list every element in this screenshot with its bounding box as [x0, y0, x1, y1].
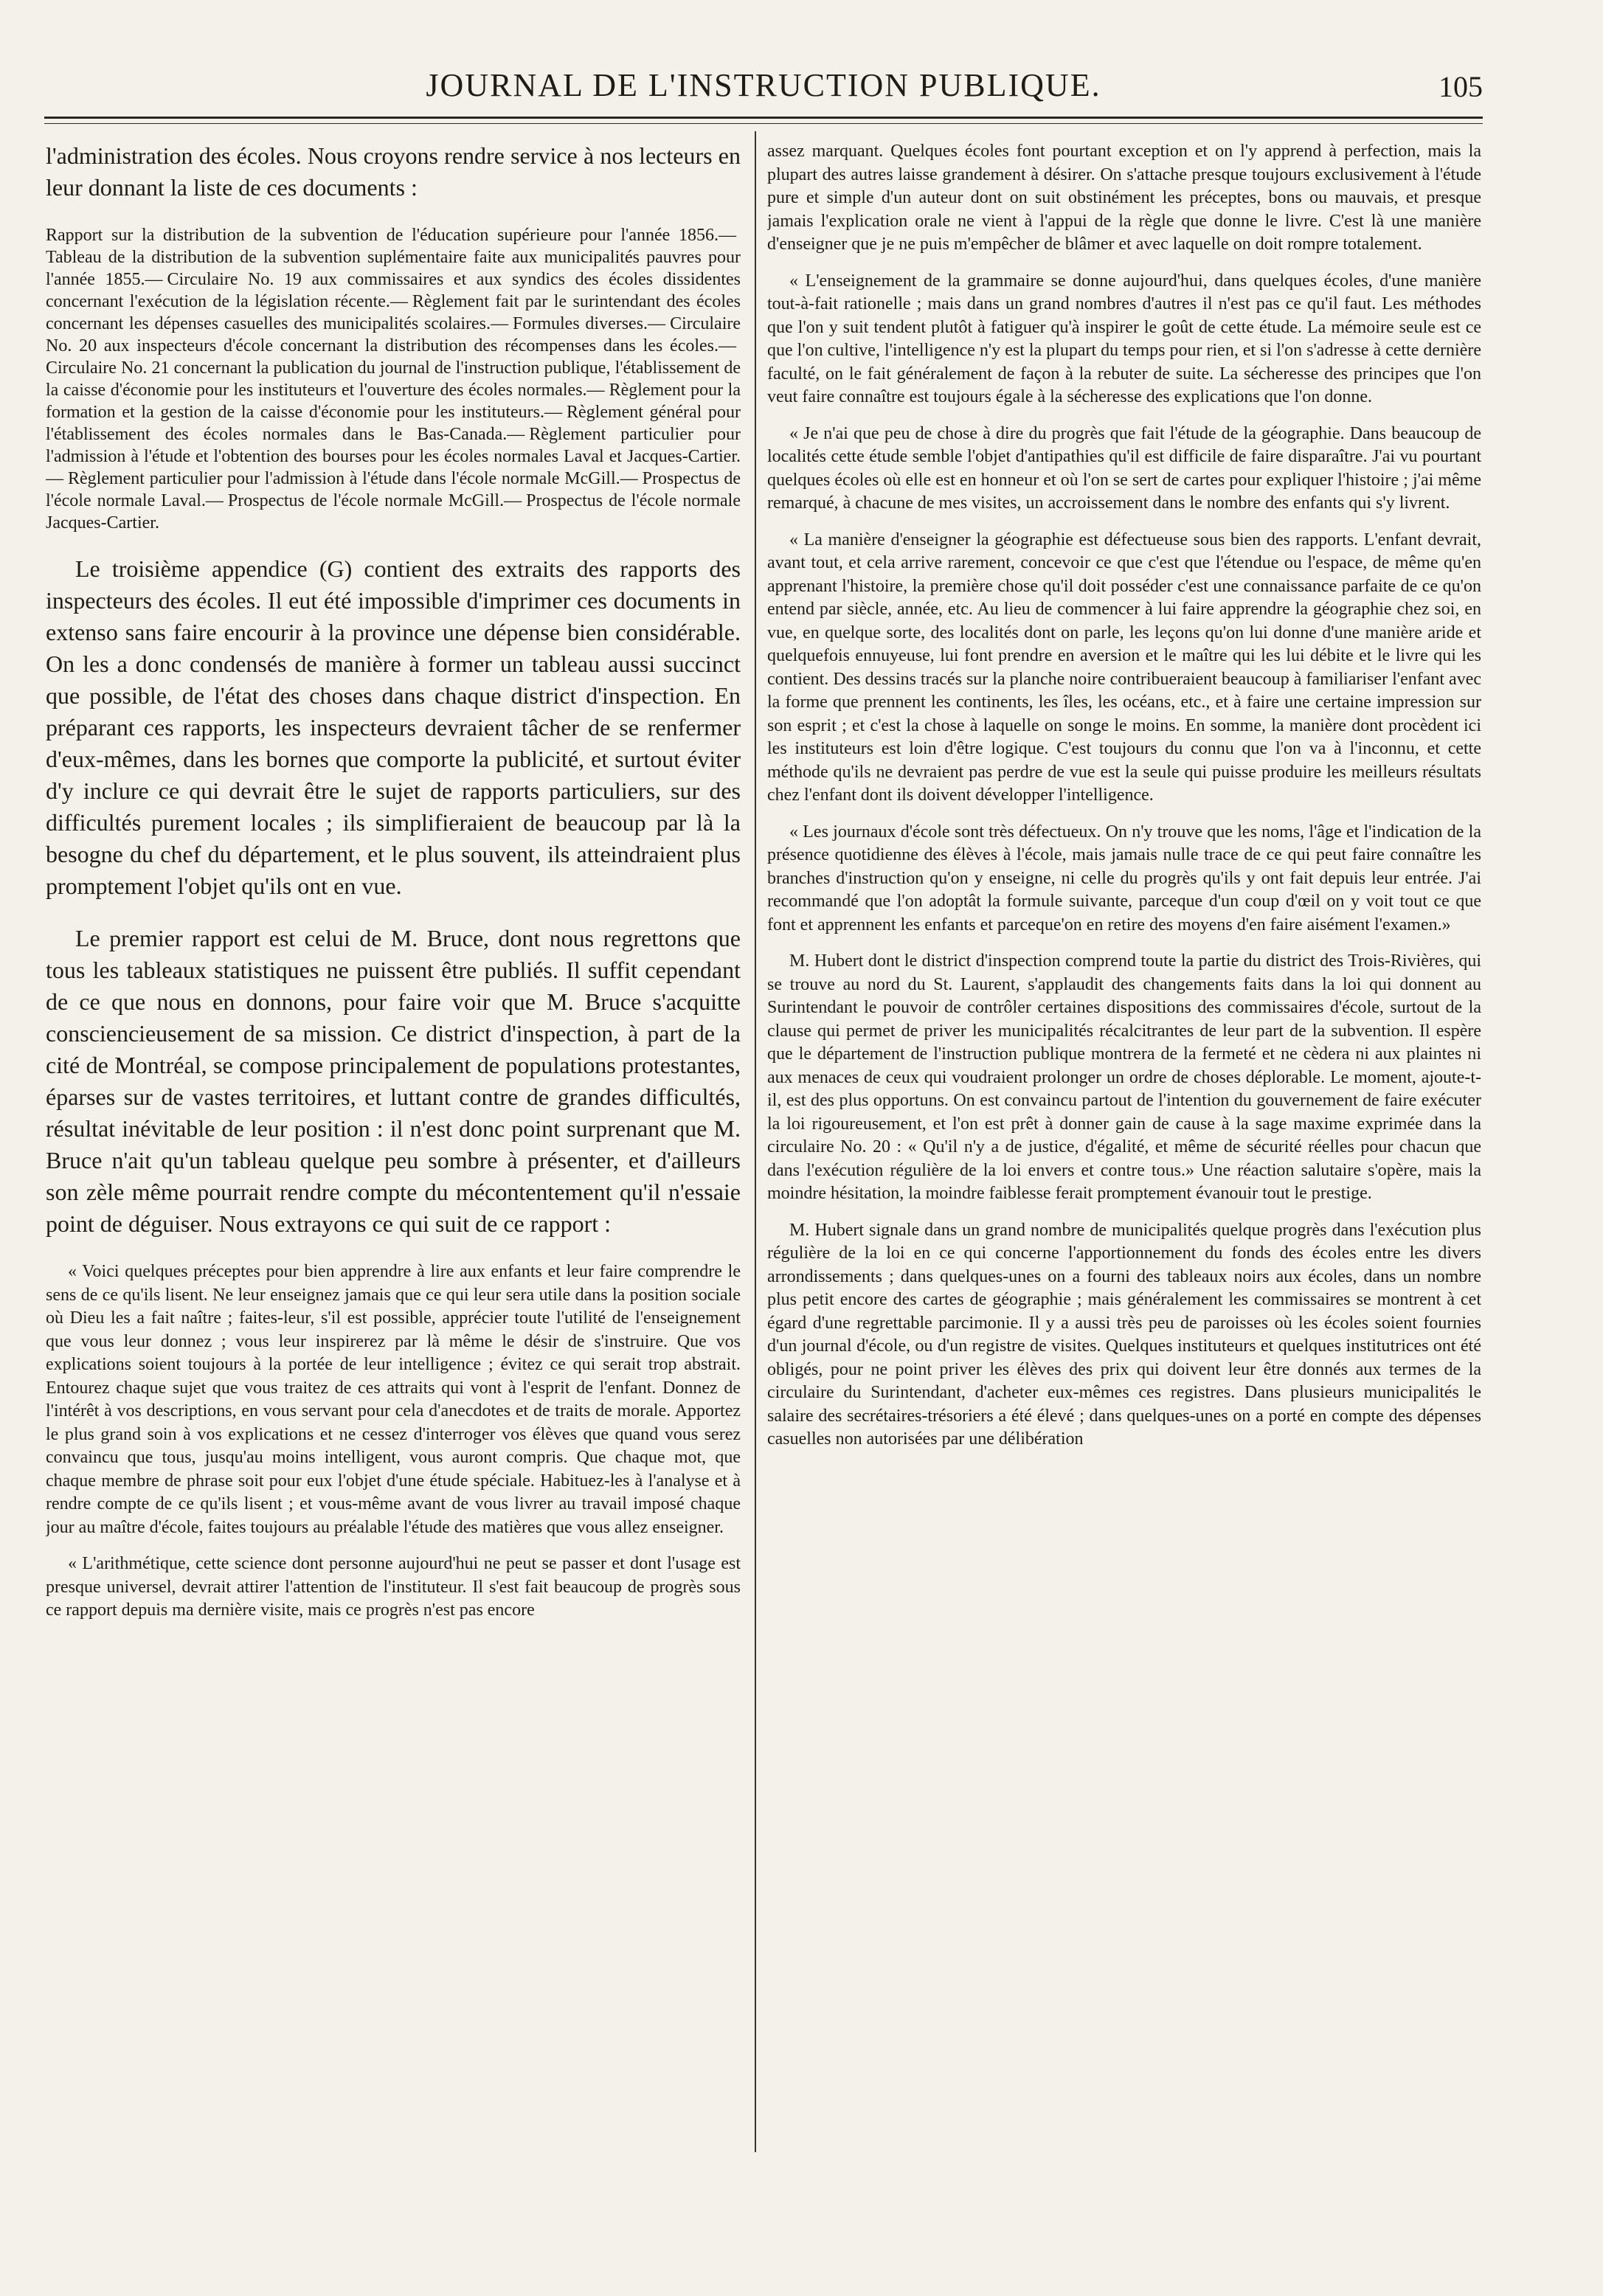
journal-title: JOURNAL DE L'INSTRUCTION PUBLIQUE.: [426, 67, 1101, 103]
list-item: Circulaire No. 21 concernant la publication du journal de l'instruction publique, l'établissement de la caisse d'économie pour les instituteurs et l'ouverture des écoles normales.—: [46, 358, 741, 400]
list-item: Règlement pour la formation et la gestion de la caisse d'économie pour les instituteurs.—: [46, 381, 741, 422]
list-item: Circulaire No. 19 aux commissaires et aux syndics des écoles dissidentes concernant l'exécution de la législation récente.—: [46, 270, 741, 311]
body-paragraph: M. Hubert signale dans un grand nombre de municipalités quelque progrès dans l'exécution plus régulière de la loi en ce qui concerne l'apportionnement du fonds des écoles entre les divers arrondissements ; dans quelques-unes on a fourni des tableaux noirs aux écoles, dans un nombre plus petit encore des cartes de géographie ; mais généralement les commissaires se montrent à cet égard d'une regrettable parcimonie. Il y a aussi très peu de paroisses où les écoles soient fournies d'un journal d'école, ou d'un registre de visites. Quelques instituteurs et quelques institutrices ont été obligés, pour ne point priver les élèves des prix qui doivent leur être donnés aux termes de la circulaire du Surintendant, d'acheter eux-mêmes ces registres. Dans plusieurs municipalités le salaire des secrétaires-trésoriers a été élevé ; dans quelques-unes on a porté en compte des dépenses casuelles non autorisées par une délibération: [767, 1220, 1481, 1449]
list-item: Rapport sur la distribution de la subvention de l'éducation supérieure pour l'année 1856.—: [46, 226, 736, 245]
list-item: Règlement particulier pour l'admission à l'étude et l'obtention des bourses pour les écoles normales Laval et Jacques-Cartier.—: [46, 425, 741, 488]
quote-paragraph: « L'arithmétique, cette science dont personne aujourd'hui ne peut se passer et dont l'usage est presque universel, devrait attirer l'attention de l'instituteur. Il s'est fait beaucoup de progrès sous ce rapport depuis ma dernière visite, mais ce progrès n'est pas encore: [46, 1554, 741, 1620]
list-item: Règlement particulier pour l'admission à l'étude dans l'école normale McGill.—: [68, 469, 638, 488]
list-item: Prospectus de l'école normale Laval.—: [46, 469, 741, 510]
page-header: [44, 52, 1483, 111]
body-paragraph: M. Hubert dont le district d'inspection comprend toute la partie du district des Trois-Rivières, qui se trouve au nord du St. Laurent, s'applaudit des changements faits dans la loi qui donnent au Surintendant le pouvoir de contrôler certaines dispositions des commissaires d'école, surtout de la clause qui permet de priver les municipalités récalcitrantes de leur part de la subvention. Il espère que le département de l'instruction publique montrera de la fermeté et ne cèdera ni aux plaintes ni aux menaces de ceux qui voudraient prolonger un ordre de choses déplorable. Le moment, ajoute-t-il, est des plus opportuns. On est convaincu partout de l'intention du gouvernement de faire exécuter la loi rigoureusement, et l'on est prêt à donner gain de cause à la sage maxime exprimée dans la circulaire No. 20 : « Qu'il n'y a de justice, d'égalité, et même de sécurité réelles pour chacun que dans l'exécution régulière de la loi envers et contre tous.» Une réaction salutaire s'opère, mais la moindre hésitation, la moindre faiblesse ferait promptement évanouir tout le prestige.: [767, 951, 1481, 1203]
page-number: 105: [1438, 70, 1483, 103]
quote-paragraph: « Je n'ai que peu de chose à dire du progrès que fait l'étude de la géographie. Dans beaucoup de localités cette étude semble l'objet d'antipathies qu'il est difficile de faire disparaître. J'ai vu pourtant quelques écoles où elle est en honneur et où l'on se sert de cartes pour expliquer l'histoire ; j'ai même remarqué, à chacune de mes visites, un accroissement dans le nombre des enfants qui s'y livrent.: [767, 423, 1481, 513]
column-divider: [755, 131, 756, 2152]
quote-paragraph: « L'enseignement de la grammaire se donne aujourd'hui, dans quelques écoles, d'une manière tout-à-fait rationelle ; mais dans un grand nombres d'autres il n'est pas ce qu'il faut. Les méthodes que l'on y suit tendent plutôt à fatiguer qu'à inspirer le goût de cette étude. La mémoire seule est ce que l'on cultive, l'intelligence n'y est la plupart du temps pour rien, et si l'on s'adresse à cette dernière faculté, on le fait généralement de façon à la rebuter de suite. La sécheresse des principes que l'on veut faire connaître est toujours égale à la sécheresse des explications que l'on donne.: [767, 271, 1481, 406]
list-item: Prospectus de l'école normale McGill.—: [227, 491, 522, 510]
intro-paragraph: l'administration des écoles. Nous croyons rendre service à nos lecteurs en leur donnant la liste de ces documents :: [46, 142, 741, 201]
list-item: Circulaire No. 20 aux inspecteurs d'école concernant la distribution des récompenses dans les écoles.—: [46, 314, 741, 356]
right-column: [767, 140, 1481, 1465]
body-paragraph: Le troisième appendice (G) contient des extraits des rapports des inspecteurs des écoles. Il eut été impossible d'imprimer ces documents in extenso sans faire encourir à la province une dépense bien considérable. On les a donc condensés de manière à former un tableau aussi succinct que possible, de l'état des choses dans chaque district d'inspection. En préparant ces rapports, les inspecteurs devraient tâcher de se renfermer d'eux-mêmes, dans les bornes que comporte la publicité, et surtout éviter d'y inclure ce qui devrait être le sujet de rapports particuliers, sur des difficultés purement locales ; ils simplifieraient de beaucoup par là la besogne du chef du département, et le plus souvent, ils atteindraient plus promptement l'objet qu'ils ont en vue.: [46, 555, 741, 899]
header-rule: [44, 117, 1483, 124]
list-item: Tableau de la distribution de la subvention suplémentaire faite aux municipalités pauvres pour l'année 1855.—: [46, 248, 741, 289]
quote-paragraph: « La manière d'enseigner la géographie est défectueuse sous bien des rapports. L'enfant devrait, avant tout, et cela arrive rarement, concevoir ce que c'est que l'étendue ou l'espace, de même qu'en apprenant l'histoire, la première chose qu'il doit posséder c'est une connaissance parfaite de ce qu'on entend par siècle, année, etc. Au lieu de commencer à lui faire apprendre la géographie chez soi, en vue, en quelque sorte, des localités dont on parle, les leçons qu'on lui donne d'une manière aride et quelquefois ennuyeuse, lui font prendre en aversion et le maître qui les lui débite et le livre qui les contient. Des dessins tracés sur la planche noire contribueraient beaucoup à familiariser l'enfant avec la forme que prennent les continents, les îles, les océans, etc., et à faire une certaine impression sur son esprit ; et c'est la chose à laquelle on songe le moins. En somme, la manière dont procèdent ici les instituteurs est loin d'être logique. C'est toujours du connu que l'on va à l'inconnu, et cette méthode qu'ils ne devraient pas perdre de vue est la seule qui puisse produire les meilleurs résultats chez l'enfant dont ils doivent développer l'intelligence.: [767, 530, 1481, 805]
quote-paragraph: « Voici quelques préceptes pour bien apprendre à lire aux enfants et leur faire comprendre le sens de ce qu'ils lisent. Ne leur enseignez jamais que ce qui leur sera utile dans la position sociale où Dieu les a fait naître ; faites-leur, s'il est possible, apprécier toute l'utilité de l'enseignement que vous leur donnez ; vous leur inspirerez par là même le désir de s'instruire. Que vos explications soient toujours à la portée de leur intelligence ; évitez ce qui serait trop abstrait. Entourez chaque sujet que vous traitez de ces attraits qui vont à l'esprit de l'enfant. Donnez de l'intérêt à vos descriptions, en vous servant pour cela d'anecdotes et de traits de morale. Apportez le plus grand soin à vos explications et ne cessez d'interroger vos élèves que quand vous serez convaincu que tous, jusqu'au moins intelligent, vous auront compris. Que chaque mot, que chaque membre de phrase soit pour eux l'objet d'une étude spéciale. Habituez-les à l'analyse et à rendre compte de ce qu'ils lisent ; et vous-même avant de vous livrer au travail imposé chaque jour au maître d'école, faites toujours au préalable l'étude des matières que vous allez enseigner.: [46, 1262, 741, 1537]
document-list: [46, 224, 741, 534]
list-item: Règlement général pour l'établissement des écoles normales dans le Bas-Canada.—: [46, 403, 741, 444]
quote-paragraph: assez marquant. Quelques écoles font pourtant exception et on l'y apprend à perfection, mais la plupart des autres laisse grandement à désirer. On s'attache presque toujours exclusivement à l'étude pure et simple d'un auteur dont on suit obstinément les préceptes, bons ou mauvais, et presque jamais l'explication orale ne vient à l'appui de la règle que donne le livre. C'est là une manière d'enseigner que je ne puis m'empêcher de blâmer et avec laquelle on doit rompre totalement.: [767, 142, 1481, 254]
body-paragraph: Le premier rapport est celui de M. Bruce, dont nous regrettons que tous les tableaux statistiques ne puissent être publiés. Il suffit cependant de ce que nous en donnons, pour faire voir que M. Bruce s'acquitte consciencieusement de sa mission. Ce district d'inspection, à part de la cité de Montréal, se compose principalement de populations protestantes, éparses sur de vastes territoires, et luttant contre de grandes difficultés, résultat inévitable de leur position : il n'est donc point surprenant que M. Bruce n'ait qu'un tableau quelque peu sombre à présenter, et d'ailleurs son zèle même pourrait rendre compte du mécontentement qu'il n'essaie point de déguiser. Nous extrayons ce qui suit de ce rapport :: [46, 925, 741, 1237]
list-item: Prospectus de l'école normale Jacques-Cartier.: [46, 491, 741, 533]
list-item: Formules diverses.—: [512, 314, 666, 333]
list-item: Règlement fait par le surintendant des écoles concernant les dépenses casuelles des municipalités scolaires.—: [46, 292, 741, 333]
left-column: [46, 140, 741, 1636]
quote-paragraph: « Les journaux d'école sont très défectueux. On n'y trouve que les noms, l'âge et l'indication de la présence quotidienne des élèves à l'école, mais jamais nulle trace de ce qui peut faire connaître les branches d'instruction qu'on y enseigne, ni celle du progrès qu'ils y ont fait depuis leur entrée. J'ai recommandé que l'on adoptât la formule suivante, parceque d'un coup d'œil on y voit tout ce que font et apprennent les enfants et parceque'on en retire des moyens d'en faire aisément l'examen.»: [767, 822, 1481, 934]
